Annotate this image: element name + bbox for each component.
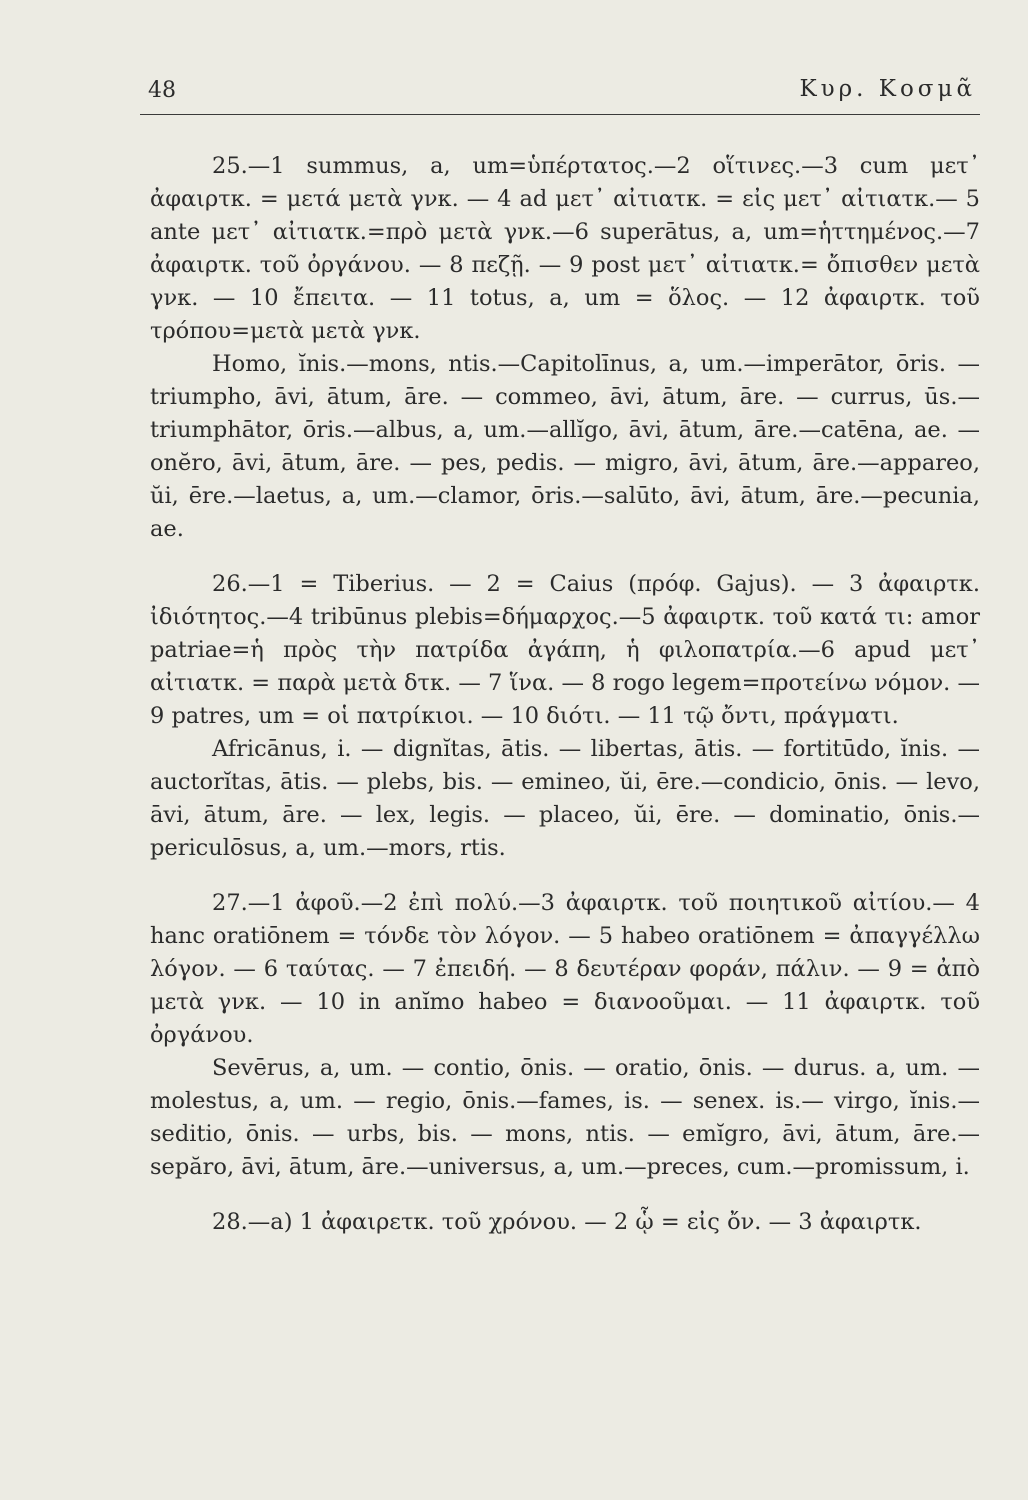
vocab-paragraph: Africānus, i. — dignĭtas, ātis. — libertas, ātis. — fortitūdo, ĭnis. — auctorĭtas, ātis. — plebs, bis. — emineo, ŭi, ēre.—condicio, ōnis. — levo, āvi, ātum, āre. — lex, legis. — placeo, ŭi, ēre. — dominatio, ōnis.—periculōsus, a, um.—mors, rtis. xyxy=(150,736,980,861)
notes-paragraph xyxy=(150,887,980,1052)
header-rule xyxy=(140,114,980,115)
notes-text: —1 ἀφοῦ.—2 ἐπὶ πολύ.—3 ἀφαιρτκ. τοῦ ποιητικοῦ αἰτίου.— 4 hanc oratiōnem = τόνδε τὸν λόγον. — 5 habeo oratiōnem = ἀπαγγέλλω λόγον. — 6 ταύτας. — 7 ἐπειδή. — 8 δευτέραν φοράν, πάλιν. — 9 = ἀπὸ μετὰ γνκ. — 10 in anĭmo habeo = διανοοῦμαι. — 11 ἀφαιρτκ. τοῦ ὀργάνου. xyxy=(150,890,980,1048)
section-number: 25. xyxy=(212,153,248,179)
section-28 xyxy=(150,1206,980,1239)
section-26 xyxy=(150,568,980,865)
notes-text: —1 summus, a, um=ὑπέρτατος.—2 οἵτινες.—3 cum μετ᾽ ἀφαιρτκ. = μετά μετὰ γνκ. — 4 ad μετ᾽ αἰτιατκ. = εἰς μετ᾽ αἰτιατκ.— 5 ante μετ᾽ αἰτιατκ.=πρὸ μετὰ γνκ.—6 superātus, a, um=ἡττημένος.—7 ἀφαιρτκ. τοῦ ὀργάνου. — 8 πεζῇ. — 9 post μετ᾽ αἰτιατκ.= ὄπισθεν μετὰ γνκ. — 10 ἔπειτα. — 11 totus, a, um = ὅλος. — 12 ἀφαιρτκ. τοῦ τρόπου=μετὰ μετὰ γνκ. xyxy=(150,153,980,344)
page-number: 48 xyxy=(148,78,176,103)
section-number: 26. xyxy=(212,571,248,597)
notes-paragraph xyxy=(150,150,980,348)
vocab-paragraph: Sevērus, a, um. — contio, ōnis. — oratio, ōnis. — durus. a, um. — molestus, a, um. — regio, ōnis.—fames, is. — senex. is.— virgo, ĭnis.—seditio, ōnis. — urbs, bis. — mons, ntis. — emĭgro, āvi, ātum, āre.—sepăro, āvi, ātum, āre.—universus, a, um.—preces, cum.—promissum, i. xyxy=(150,1055,980,1180)
notes-paragraph xyxy=(150,1206,980,1239)
vocab-paragraph: Homo, ĭnis.—mons, ntis.—Capitolīnus, a, um.—imperātor, ōris. — triumpho, āvi, ātum, āre. — commeo, āvi, ātum, āre. — currus, ūs.—triumphātor, ōris.—albus, a, um.—allĭgo, āvi, ātum, āre.—catēna, ae. — onĕro, āvi, ātum, āre. — pes, pedis. — migro, āvi, ātum, āre.—appareo, ŭi, ēre.—laetus, a, um.—clamor, ōris.—salūto, āvi, ātum, āre.—pecunia, ae. xyxy=(150,351,980,542)
page-body xyxy=(150,150,980,1239)
section-25 xyxy=(150,150,980,546)
notes-paragraph xyxy=(150,568,980,733)
notes-text: —a) 1 ἀφαιρετκ. τοῦ χρόνου. — 2 ᾧ = εἰς ὄν. — 3 ἀφαιρτκ. xyxy=(247,1209,922,1235)
section-number: 27. xyxy=(212,890,248,916)
page-header xyxy=(140,72,980,112)
notes-text: —1 = Tiberius. — 2 = Caius (πρόφ. Gajus). — 3 ἀφαιρτκ. ἰδιότητος.—4 tribūnus plebis=δήμαρχος.—5 ἀφαιρτκ. τοῦ κατά τι: amor patriae=ἡ πρὸς τὴν πατρίδα ἀγάπη, ἡ φιλοπατρία.—6 apud μετ᾽ αἰτιατκ. = παρὰ μετὰ δτκ. — 7 ἵνα. — 8 rogo legem=προτείνω νόμον. — 9 patres, um = οἱ πατρίκιοι. — 10 διότι. — 11 τῷ ὄντι, πράγματι. xyxy=(150,571,980,729)
section-27 xyxy=(150,887,980,1184)
section-number: 28. xyxy=(212,1209,248,1235)
running-head: Κυρ. Κοσμᾶ xyxy=(799,76,976,102)
